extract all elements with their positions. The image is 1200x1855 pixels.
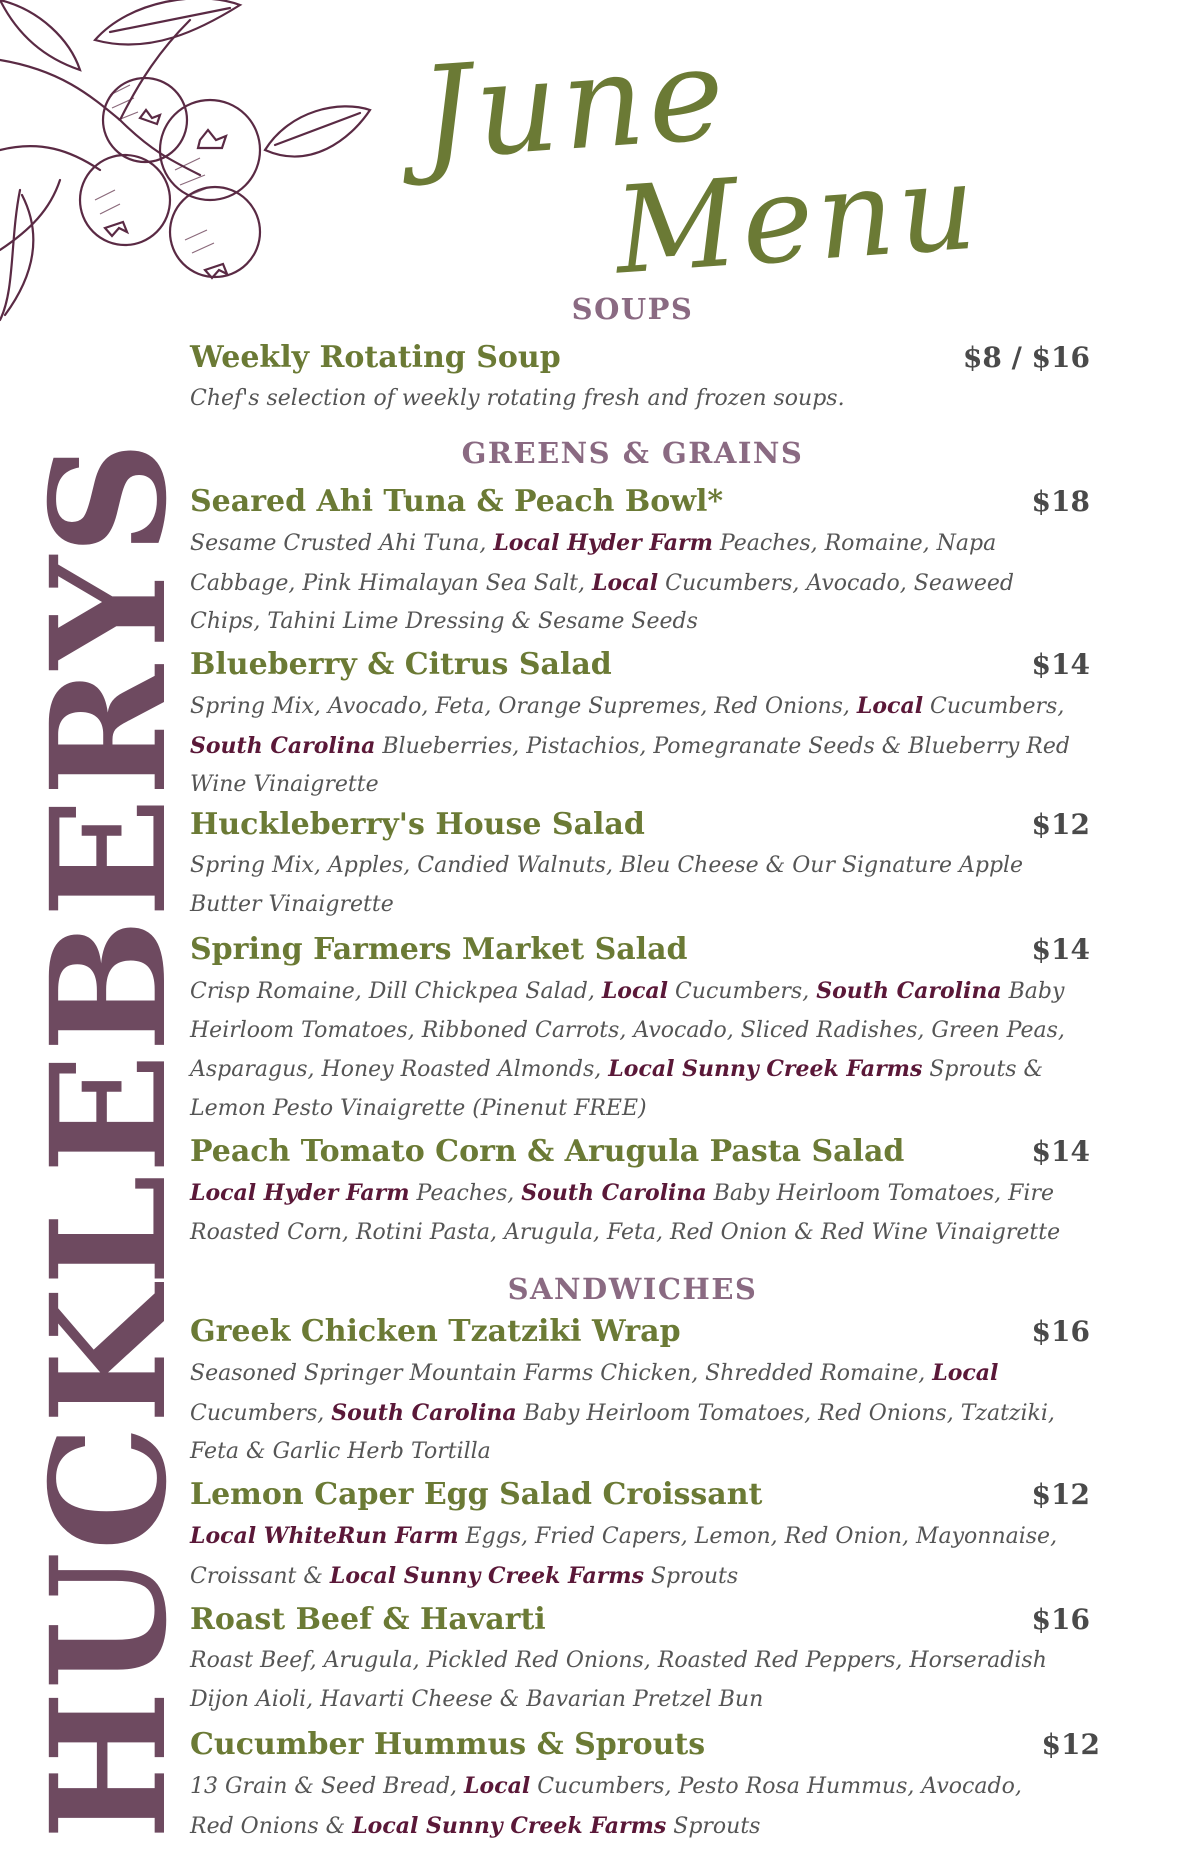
item-price: $12 bbox=[1031, 808, 1090, 841]
local-source-highlight: South Carolina bbox=[521, 1180, 707, 1206]
item-price: $14 bbox=[1031, 933, 1090, 966]
section-heading-greens-grains: GREENS & GRAINS bbox=[461, 436, 804, 470]
section-heading-soups: SOUPS bbox=[571, 292, 694, 326]
local-source-highlight: South Carolina bbox=[190, 732, 376, 759]
item-description: Crisp Romaine, Dill Chickpea Salad, Local Cucumbers, South Carolina Baby Heirloom Tomatoes, Ribboned Carrots, Avocado, Sliced Radishes, Green Peas, Asparagus, Honey Roasted Almonds, Local Sunny Creek Farms Sprouts & Lemon Pesto Vinaigrette (Pinenut FREE) bbox=[190, 978, 1065, 1121]
menu-content bbox=[190, 0, 1160, 1855]
item-name: Cucumber Hummus & Sprouts bbox=[190, 1727, 706, 1762]
item-description: Spring Mix, Apples, Candied Walnuts, Bleu Cheese & Our Signature Apple Butter Vinaigrette bbox=[190, 853, 1024, 917]
local-source-highlight: Local Sunny Creek Farms bbox=[608, 1056, 923, 1082]
title-menu: Menu bbox=[610, 137, 984, 302]
item-description: Chef's selection of weekly rotating fresh and frozen soups. bbox=[190, 386, 845, 411]
item-name: Roast Beef & Havarti bbox=[190, 1602, 546, 1637]
item-description: Seasoned Springer Mountain Farms Chicken, Shredded Romaine, Local Cucumbers, South Carolina Baby Heirloom Tomatoes, Red Onions, Tzatziki, Feta & Garlic Herb Tortilla bbox=[190, 1360, 1055, 1464]
section-heading-sandwiches: SANDWICHES bbox=[507, 1272, 758, 1306]
item-price: $16 bbox=[1031, 1603, 1090, 1636]
local-source-highlight: Local WhiteRun Farm bbox=[190, 1523, 459, 1549]
local-source-highlight: Local bbox=[601, 978, 668, 1004]
local-source-highlight: Local Sunny Creek Farms bbox=[352, 1812, 667, 1839]
local-source-highlight: Local Hyder Farm bbox=[493, 530, 713, 556]
item-description: Local Hyder Farm Peaches, South Carolina Baby Heirloom Tomatoes, Fire Roasted Corn, Rotini Pasta, Arugula, Feta, Red Onion & Red Wine Vinaigrette bbox=[190, 1180, 1061, 1245]
item-name: Huckleberry's House Salad bbox=[190, 807, 645, 842]
local-source-highlight: Local Hyder Farm bbox=[190, 1180, 410, 1206]
local-source-highlight: Local bbox=[856, 693, 924, 719]
item-name: Lemon Caper Egg Salad Croissant bbox=[190, 1477, 763, 1512]
local-source-highlight: South Carolina bbox=[816, 978, 1002, 1004]
item-price: $14 bbox=[1031, 1135, 1090, 1168]
item-name: Greek Chicken Tzatziki Wrap bbox=[190, 1314, 681, 1349]
local-source-highlight: South Carolina bbox=[331, 1399, 517, 1426]
item-price: $14 bbox=[1031, 648, 1090, 681]
item-name: Spring Farmers Market Salad bbox=[190, 932, 688, 967]
brand-name-vertical: HUCKLEBERYS bbox=[17, 440, 202, 1840]
title-june: June bbox=[415, 19, 733, 190]
item-price: $8 / $16 bbox=[962, 341, 1090, 374]
item-name: Seared Ahi Tuna & Peach Bowl* bbox=[190, 484, 724, 519]
item-price: $12 bbox=[1041, 1728, 1100, 1761]
local-source-highlight: Local bbox=[591, 569, 659, 596]
item-price: $18 bbox=[1031, 485, 1090, 518]
item-price: $12 bbox=[1031, 1478, 1090, 1511]
item-name: Peach Tomato Corn & Arugula Pasta Salad bbox=[190, 1134, 905, 1169]
item-name: Weekly Rotating Soup bbox=[190, 340, 561, 375]
item-description: Spring Mix, Avocado, Feta, Orange Supremes, Red Onions, Local Cucumbers, South Carolina Blueberries, Pistachios, Pomegranate Seeds & Blueberry Red Wine Vinaigrette bbox=[190, 693, 1070, 797]
local-source-highlight: Local bbox=[464, 1773, 531, 1799]
item-price: $16 bbox=[1031, 1315, 1090, 1348]
local-source-highlight: Local bbox=[932, 1360, 999, 1386]
local-source-highlight: Local Sunny Creek Farms bbox=[329, 1562, 644, 1589]
item-description: Sesame Crusted Ahi Tuna, Local Hyder Farm Peaches, Romaine, Napa Cabbage, Pink Himalayan Sea Salt, Local Cucumbers, Avocado, Seaweed Chips, Tahini Lime Dressing & Sesame Seeds bbox=[190, 530, 1014, 634]
item-name: Blueberry & Citrus Salad bbox=[190, 647, 612, 682]
item-description: Roast Beef, Arugula, Pickled Red Onions, Roasted Red Peppers, Horseradish Dijon Aioli, Havarti Cheese & Bavarian Pretzel Bun bbox=[190, 1648, 1047, 1712]
item-description: 13 Grain & Seed Bread, Local Cucumbers, Pesto Rosa Hummus, Avocado, Red Onions & Local Sunny Creek Farms Sprouts bbox=[190, 1773, 1022, 1839]
item-description: Local WhiteRun Farm Eggs, Fried Capers, Lemon, Red Onion, Mayonnaise, Croissant & Local Sunny Creek Farms Sprouts bbox=[190, 1523, 1058, 1589]
